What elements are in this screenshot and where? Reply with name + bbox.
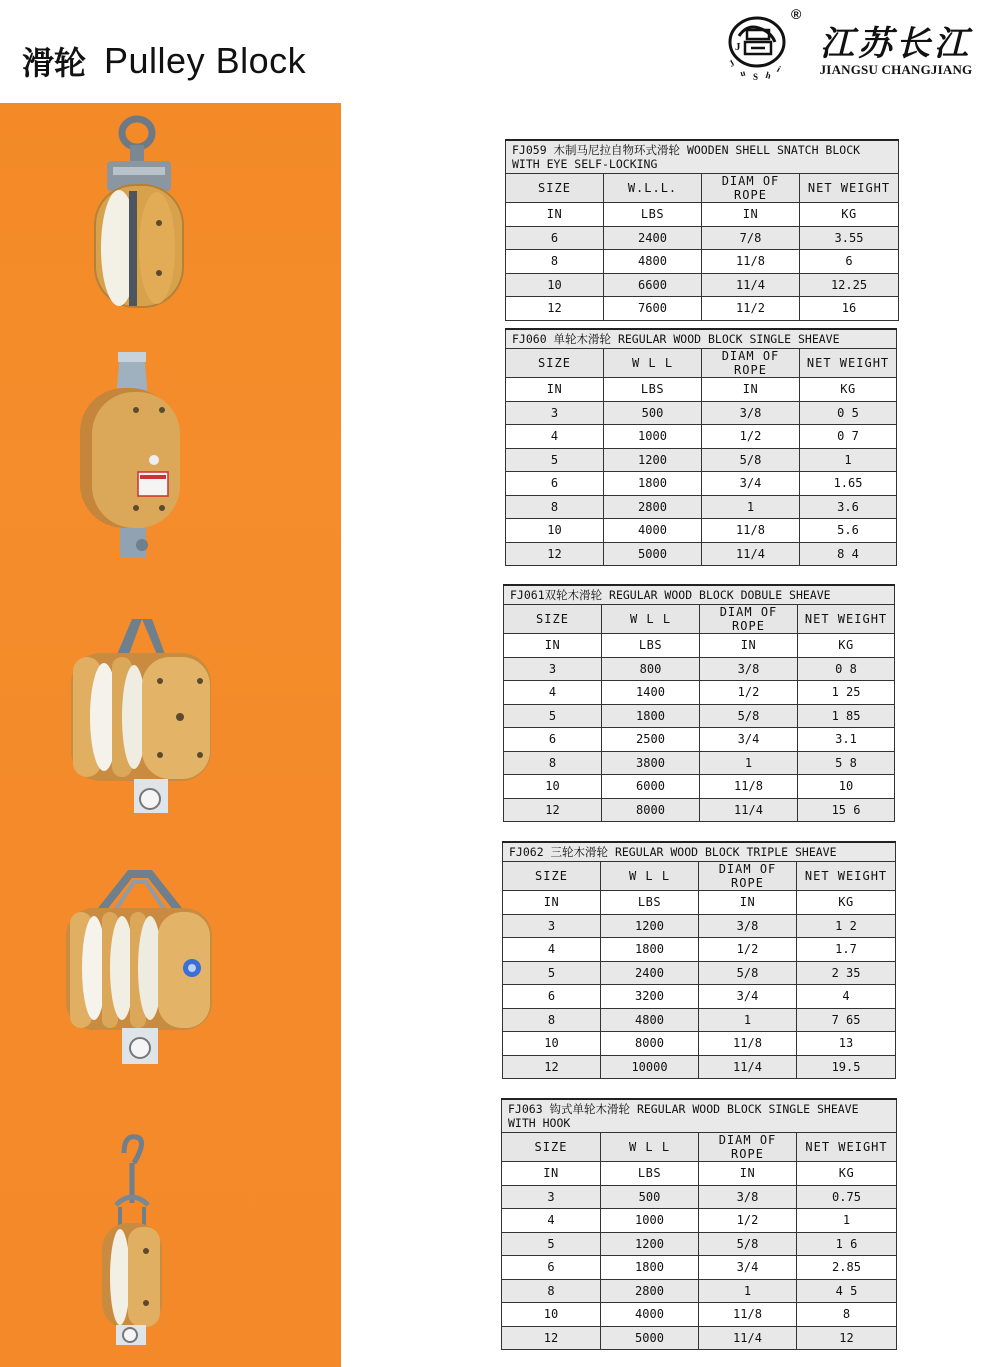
table-cell: 1 [699,1008,797,1032]
unit-cell: IN [699,1162,797,1186]
table-cell: 3/8 [699,1185,797,1209]
unit-cell: LBS [604,378,702,402]
table-cell: 8 [503,1008,601,1032]
table-cell: 3/8 [700,657,798,681]
table-cell: 4 [504,681,602,705]
table-cell: 6600 [604,273,702,297]
table-cell: 6 [503,985,601,1009]
table-cell: 5/8 [702,448,800,472]
spec-table-fj060 [505,328,897,566]
column-header-net-weight: NET WEIGHT [800,349,897,378]
unit-cell: IN [503,891,601,915]
table-cell: 8 [504,751,602,775]
column-header-diam-of-rope: DIAM OF ROPE [699,862,797,891]
spec-table-fj062 [502,841,896,1079]
table-row [503,1032,896,1056]
single-sheave-block-photo [72,348,182,563]
spec-table-fj063 [501,1098,897,1350]
unit-cell: IN [506,203,604,227]
table-cell: 0.75 [797,1185,897,1209]
table-cell: 8 [797,1303,897,1327]
table-row [504,798,895,822]
table-cell: 11/4 [699,1326,797,1350]
table-cell: 1800 [601,938,699,962]
table-cell: 3 [502,1185,601,1209]
table-cell: 1/2 [699,938,797,962]
spec-table-fj059 [505,139,899,321]
table-row [502,1232,897,1256]
table-cell: 12 [503,1055,601,1079]
table-cell: 5 [503,961,601,985]
table-cell: 800 [602,657,700,681]
table-cell: 2 35 [797,961,896,985]
column-header-net-weight: NET WEIGHT [800,174,899,203]
column-header-wll: W L L [601,862,699,891]
unit-cell: IN [504,634,602,658]
column-header-net-weight: NET WEIGHT [798,605,895,634]
page-title-english: Pulley Block [104,40,307,81]
table-cell: 19.5 [797,1055,896,1079]
table-cell: 1400 [602,681,700,705]
column-header-size: SIZE [502,1133,601,1162]
table-cell: 10 [506,519,604,543]
unit-cell: LBS [604,203,702,227]
table-cell: 3 [503,914,601,938]
table-cell: 1/2 [700,681,798,705]
table-row [502,1256,897,1280]
svg-text:h: h [764,69,772,81]
unit-cell: IN [700,634,798,658]
table-cell: 4 [797,985,896,1009]
table-cell: 7/8 [702,226,800,250]
table-cell: 11/8 [699,1032,797,1056]
table-cell: 6 [504,728,602,752]
table-cell: 1 [800,448,897,472]
table-cell: 5.6 [800,519,897,543]
table-cell: 1 [797,1209,897,1233]
table-caption: FJ062 三轮木滑轮 REGULAR WOOD BLOCK TRIPLE SHEAVE [503,842,896,862]
unit-cell: IN [702,378,800,402]
spec-table-fj061 [503,584,895,822]
table-cell: 11/8 [699,1303,797,1327]
table-cell: 8 4 [800,542,897,566]
table-cell: 5/8 [699,1232,797,1256]
column-header-wll: W L L [601,1133,699,1162]
column-header-size: SIZE [506,174,604,203]
table-cell: 1 [702,495,800,519]
table-cell: 0 8 [798,657,895,681]
table-row [506,226,899,250]
table-cell: 2400 [601,961,699,985]
table-row [506,542,897,566]
table-cell: 2800 [601,1279,699,1303]
table-cell: 0 5 [800,401,897,425]
table-cell: 8000 [601,1032,699,1056]
table-cell: 7 65 [797,1008,896,1032]
table-cell: 3/4 [702,472,800,496]
registered-mark: ® [791,6,802,22]
unit-cell: KG [800,378,897,402]
table-row [502,1326,897,1350]
table-row [504,775,895,799]
table-row [506,273,899,297]
table-cell: 11/2 [702,297,800,321]
table-cell: 8000 [602,798,700,822]
brand-name-chinese: 江苏长江 [820,24,972,64]
table-cell: 1800 [602,704,700,728]
table-row [506,519,897,543]
table-row [504,704,895,728]
unit-cell: LBS [602,634,700,658]
table-row [503,914,896,938]
table-cell: 1200 [601,914,699,938]
table-cell: 3/4 [699,1256,797,1280]
table-cell: 2.85 [797,1256,897,1280]
table-row [502,1279,897,1303]
column-header-diam-of-rope: DIAM OF ROPE [700,605,798,634]
table-cell: 3/8 [702,401,800,425]
table-row [503,985,896,1009]
table-row [503,1008,896,1032]
unit-cell: KG [798,634,895,658]
double-sheave-block-photo [68,613,213,818]
column-header-wll: W.L.L. [604,174,702,203]
table-cell: 3 [504,657,602,681]
table-cell: 2800 [604,495,702,519]
table-cell: 6 [506,226,604,250]
table-cell: 10 [503,1032,601,1056]
table-row [504,681,895,705]
column-header-diam-of-rope: DIAM OF ROPE [702,349,800,378]
svg-text:S: S [753,72,759,82]
column-header-net-weight: NET WEIGHT [797,862,896,891]
table-cell: 1800 [601,1256,699,1280]
table-cell: 3.6 [800,495,897,519]
table-cell: 4800 [604,250,702,274]
table-row [504,751,895,775]
table-row [504,728,895,752]
table-cell: 10 [502,1303,601,1327]
table-cell: 6000 [602,775,700,799]
table-cell: 8 [502,1279,601,1303]
table-cell: 2500 [602,728,700,752]
unit-cell: KG [797,1162,897,1186]
table-caption: FJ061双轮木滑轮 REGULAR WOOD BLOCK DOBULE SHEAVE [504,585,895,605]
table-cell: 6 [506,472,604,496]
table-cell: 1 [700,751,798,775]
unit-cell: LBS [601,1162,699,1186]
table-cell: 5 [502,1232,601,1256]
table-cell: 6 [800,250,899,274]
table-cell: 3.1 [798,728,895,752]
table-cell: 3/4 [699,985,797,1009]
table-cell: 3/8 [699,914,797,938]
table-cell: 11/8 [700,775,798,799]
table-row [503,938,896,962]
table-cell: 5000 [601,1326,699,1350]
table-cell: 12 [506,297,604,321]
table-cell: 6 [502,1256,601,1280]
table-cell: 0 7 [800,425,897,449]
table-row [506,297,899,321]
unit-cell: KG [797,891,896,915]
table-cell: 1.65 [800,472,897,496]
table-cell: 4 [506,425,604,449]
table-cell: 11/4 [700,798,798,822]
table-cell: 4000 [604,519,702,543]
table-caption: FJ063 钩式单轮木滑轮 REGULAR WOOD BLOCK SINGLE SHEAVE WITH HOOK [502,1099,897,1133]
table-cell: 4000 [601,1303,699,1327]
table-cell: 11/4 [702,542,800,566]
table-cell: 3/4 [700,728,798,752]
table-cell: 1000 [601,1209,699,1233]
table-cell: 13 [797,1032,896,1056]
table-cell: 4 [503,938,601,962]
column-header-net-weight: NET WEIGHT [797,1133,897,1162]
table-cell: 16 [800,297,899,321]
table-row [502,1185,897,1209]
table-row [502,1303,897,1327]
column-header-wll: W L L [604,349,702,378]
table-cell: 10000 [601,1055,699,1079]
table-cell: 1000 [604,425,702,449]
svg-text:i: i [775,64,783,74]
table-cell: 1/2 [702,425,800,449]
triple-sheave-block-photo [64,868,214,1068]
table-row [504,657,895,681]
table-cell: 3200 [601,985,699,1009]
hook-single-sheave-block-photo [88,1133,173,1348]
table-cell: 7600 [604,297,702,321]
table-cell: 4 [502,1209,601,1233]
table-cell: 11/4 [699,1055,797,1079]
eye-snatch-block-photo [85,113,195,318]
table-row [506,472,897,496]
svg-text:J: J [735,41,741,53]
table-cell: 5000 [604,542,702,566]
table-cell: 1200 [601,1232,699,1256]
column-header-wll: W L L [602,605,700,634]
table-caption: FJ060 单轮木滑轮 REGULAR WOOD BLOCK SINGLE SHEAVE [506,329,897,349]
table-cell: 12 [506,542,604,566]
brand-block [725,6,990,86]
table-row [503,1055,896,1079]
table-cell: 3800 [602,751,700,775]
table-cell: 8 [506,495,604,519]
table-cell: 500 [604,401,702,425]
table-cell: 10 [504,775,602,799]
table-cell: 11/8 [702,250,800,274]
table-cell: 5 [506,448,604,472]
table-cell: 12 [504,798,602,822]
column-header-diam-of-rope: DIAM OF ROPE [702,174,800,203]
unit-cell: KG [800,203,899,227]
table-cell: 1 25 [798,681,895,705]
svg-text:u: u [738,67,747,79]
table-cell: 500 [601,1185,699,1209]
table-cell: 1 6 [797,1232,897,1256]
table-row [506,495,897,519]
unit-cell: IN [702,203,800,227]
table-cell: 1 85 [798,704,895,728]
table-cell: 5 8 [798,751,895,775]
table-cell: 11/8 [702,519,800,543]
table-cell: 1 [699,1279,797,1303]
column-header-diam-of-rope: DIAM OF ROPE [699,1133,797,1162]
table-cell: 8 [506,250,604,274]
page-title [22,38,307,82]
unit-cell: IN [502,1162,601,1186]
svg-text:J: J [727,57,737,69]
table-cell: 15 6 [798,798,895,822]
table-cell: 11/4 [702,273,800,297]
table-cell: 1 2 [797,914,896,938]
unit-cell: IN [699,891,797,915]
table-cell: 12 [502,1326,601,1350]
table-cell: 12 [797,1326,897,1350]
column-header-size: SIZE [506,349,604,378]
column-header-size: SIZE [503,862,601,891]
table-cell: 5/8 [699,961,797,985]
table-cell: 2400 [604,226,702,250]
unit-cell: IN [506,378,604,402]
brand-name-english: JIANGSU CHANGJIANG [819,62,973,77]
column-header-size: SIZE [504,605,602,634]
table-cell: 5/8 [700,704,798,728]
page-title-chinese: 滑轮 [22,44,87,82]
unit-cell: LBS [601,891,699,915]
product-photo-panel [0,103,341,1367]
table-cell: 1800 [604,472,702,496]
table-cell: 10 [798,775,895,799]
table-row [506,425,897,449]
table-cell: 10 [506,273,604,297]
table-row [506,250,899,274]
table-cell: 1200 [604,448,702,472]
table-cell: 4800 [601,1008,699,1032]
table-row [503,961,896,985]
table-row [506,448,897,472]
table-cell: 5 [504,704,602,728]
table-cell: 1.7 [797,938,896,962]
table-cell: 3 [506,401,604,425]
table-cell: 4 5 [797,1279,897,1303]
table-cell: 3.55 [800,226,899,250]
table-row [502,1209,897,1233]
table-row [506,401,897,425]
table-cell: 12.25 [800,273,899,297]
table-cell: 1/2 [699,1209,797,1233]
table-caption: FJ059 木制马尼拉自物环式滑轮 WOODEN SHELL SNATCH BLOCK WITH EYE SELF-LOCKING [506,140,899,174]
